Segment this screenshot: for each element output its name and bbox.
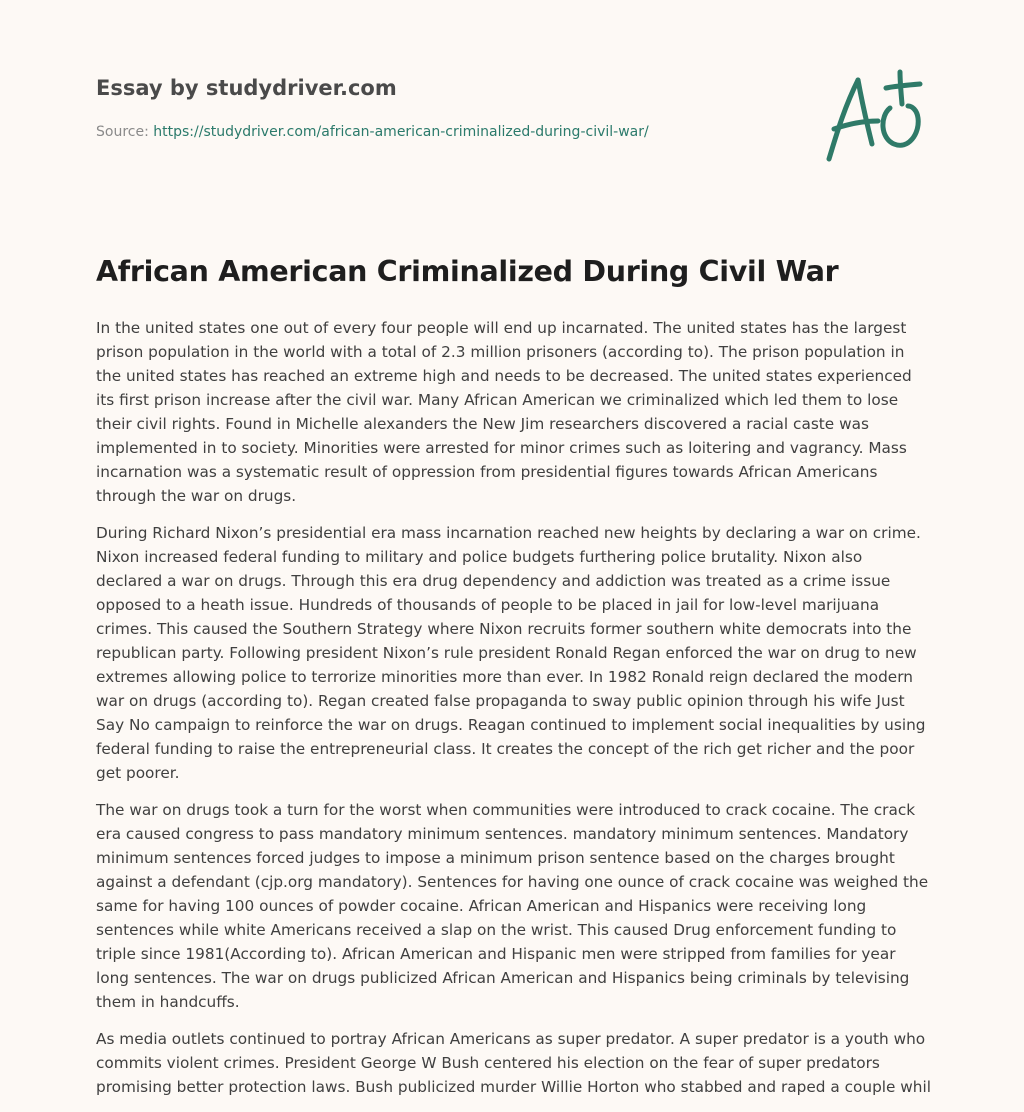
essay-title: African American Criminalized During Civil War	[96, 255, 839, 288]
source-label: Source:	[96, 124, 149, 140]
source-line	[96, 124, 649, 140]
essay-paragraph: In the united states one out of every four people will end up incarnated. The united states has the largest prison population in the world with a total of 2.3 million prisoners (according to). The prison population in the united states has reached an extreme high and needs to be decreased. The united states experienced its first prison increase after the civil war. Many African American we criminalized which led them to lose their civil rights. Found in Michelle alexanders the New Jim researchers discovered a racial caste was implemented in to society. Minorities were arrested for minor crimes such as loitering and vagrancy. Mass incarnation was a systematic result of oppression from presidential figures towards African Americans through the war on drugs.	[96, 319, 912, 505]
essay-paragraph: The war on drugs took a turn for the worst when communities were introduced to crack cocaine. The crack era caused congress to pass mandatory minimum sentences. mandatory minimum sentences. Mandatory minimum sentences forced judges to impose a minimum prison sentence based on the charges brought against a defendant (cjp.org mandatory). Sentences for having one ounce of crack cocaine was weighed the same for having 100 ounces of powder cocaine. African American and Hispanics were receiving long sentences while white Americans received a slap on the wrist. This caused Drug enforcement funding to triple since 1981(According to). African American and Hispanic men were stripped from families for year long sentences. The war on drugs publicized African American and Hispanics being criminals by televising them in handcuffs.	[96, 801, 929, 1011]
brand-heading: Essay by studydriver.com	[96, 76, 397, 100]
essay-paragraph: During Richard Nixon’s presidential era mass incarnation reached new heights by declaring a war on crime. Nixon increased federal funding to military and police budgets furthering police brutality. Nixon also declared a war on drugs. Through this era drug dependency and addiction was treated as a crime issue opposed to a heath issue. Hundreds of thousands of people to be placed in jail for low-level marijuana crimes. This caused the Southern Strategy where Nixon recruits former southern white democrats into the republican party. Following president Nixon’s rule president Ronald Regan enforced the war on drug to new extremes allowing police to terrorize minorities more than ever. In 1982 Ronald reign declared the modern war on drugs (according to). Regan created false propaganda to sway public opinion through his wife Just Say No campaign to reinforce the war on drugs. Reagan continued to implement social inequalities by using federal funding to raise the entrepreneurial class. It creates the concept of the rich get richer and the poor get poorer.	[96, 524, 926, 782]
essay-body	[96, 316, 932, 1112]
essay-paragraph: As media outlets continued to portray African Americans as super predator. A super predator is a youth who commits violent crimes. President George W Bush centered his election on the fear of super predators promising better protection laws. Bush publicized murder Willie Horton who stabbed and raped a couple whil	[96, 1030, 932, 1096]
source-link[interactable]: https://studydriver.com/african-american-criminalized-during-civil-war/	[153, 124, 649, 140]
a-plus-logo-icon	[820, 66, 930, 166]
